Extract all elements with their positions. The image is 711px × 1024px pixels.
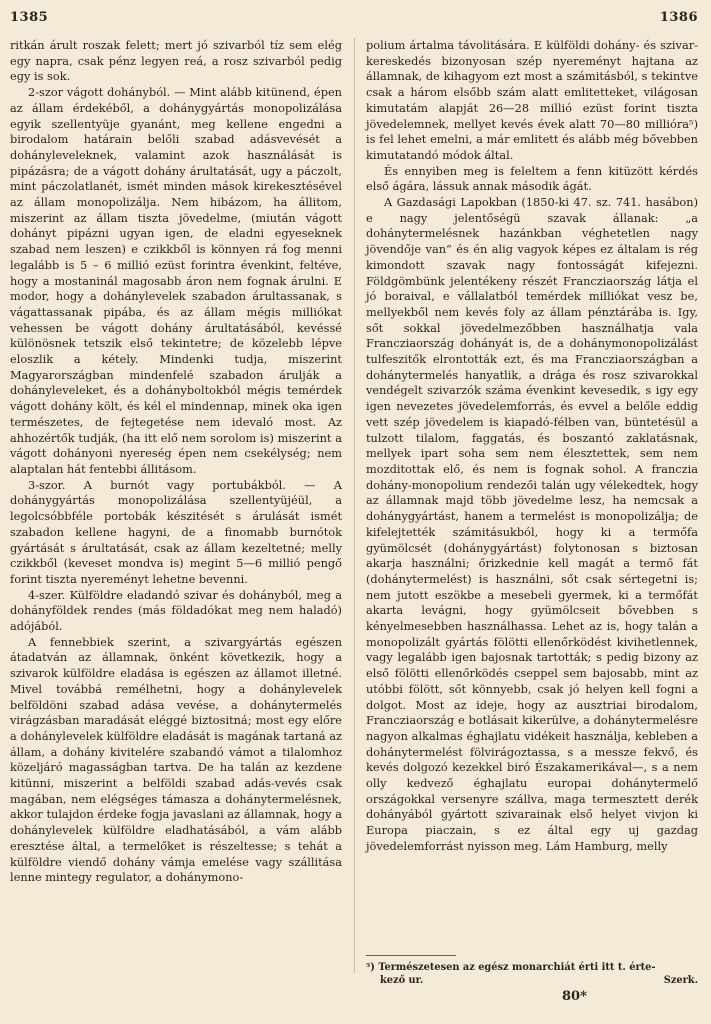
printer-signature-mark: 80* <box>562 989 587 1004</box>
page-number-right: 1386 <box>659 10 698 25</box>
left-column <box>10 38 342 886</box>
paragraph: A Gazdasági Lapokban (1850-ki 47. sz. 741. hasábon) e nagy jelentőségü szavak állanak: „a dohánytermelésnek hazánkban véghetetlen nagy jövendője van“ és én alig vagyok képes ez általam is rég kimondott szavak nagy fontosságát kifejezni. Földgömbünk jelentékeny részét Francziaország látja el jó boraival, e vállalatból temérdek milliókat vesz be, mellyekből nem kevés foly az állam pénztárába is. Igy, sőt sokkal jövedelmezőbben használhatja vala Francziaország dohányát is, de a dohánymonopolizálást tulfeszitők elrontották ezt, és ma Francziaországban a dohánytermelés hanyatlik, a drága és rosz szivarokkal vendégelt szivarzók száma évenkint kevesedik, s igy egy igen nevezetes jövedelemforrás, és evvel a belőle eddig vett szép jövedelem is kiapadó-félben van, büntetésül a tulzott tilalom, faggatás, és boszantó zaklatásnak, mellyek ipart soha sem nem élesztettek, sem nem mozditottak elő, és nem is fognak sohol. A franczia dohány-monopolium rendezői talán ugy vélekedtek, hogy az államnak majd több jövedelme lesz, ha nemcsak a dohánygyártást, hanem a termelést is monopolizálja; de kifelejtették számitásukból, hogy ki a termőfa gyümölcsét (dohánygyártást) folytonosan s biztosan akarja használni; őrizkednie kell magát a termő fát (dohánytermelést) is használni, sőt csak sértegetni is; nem jutott eszökbe a mesebeli gyermek, ki a termőfát akarta levágni, hogy gyümölcseit bővebben s kényelmesebben használhassa. Lehet az is, hogy talán a monopolizált gyártás fölötti ellenőrködést kivihetlennek, vagy legalább igen bajosnak tartották; s pedig bizony az első fölötti ellenőrködés cseppel sem bajosabb, mint az utóbbi fölött, sőt könnyebb, csak jó helyen kell fogni a dolgot. Most az ideje, hogy az ausztriai birodalom, Francziaország e botlásait kikerülve, a dohánytermelésre nagyon alkalmas éghajlatu vidékeit használja, kebleben a dohánytermelést fölvirágoztassa, s a messze fekvő, és kevés dolgozó kezekkel biró Északamerikával—, s a nem olly kedvező éghajlatu europai dohánytermelő országokkal versenyre szállva, maga termesztett derék dohányából gyártott szivarainak első helyet vivjon ki Europa piaczain, s ez által egy uj gazdag jövedelemforrást nyisson meg. Lám Hamburg, melly <box>366 195 698 853</box>
footnote-rule <box>366 955 456 956</box>
footnote-text-line1: Természetesen az egész monarchiát érti itt t. érte- <box>378 962 656 973</box>
footnote-signature: Szerk. <box>663 975 698 986</box>
footnote-text-line2: kező ur. <box>380 975 424 986</box>
paragraph: 2-szor vágott dohányból. — Mint alább kitünend, épen az állam érdekéből, a dohánygyártás monopolizálása egyik szellentyüje gyanánt, meg kellene engedni a birodalom határain belőli szabad adásvevését a dohányleveleknek, valamint azok használását is pipázásra; de a vágott dohány árultatását, ugy a páczolt, mint páczolatlanét, ismét minden mások kirekesztésével az állam monopolizálja. Nem hibázom, ha állitom, miszerint az állam tiszta jövedelme, (miután vágott dohányt pipázni ugyan igen, de eladni egyeseknek szabad nem leszen) e czikkből is könnyen rá fog menni legalább is 5 – 6 millió ezüst forintra évenkint, feltéve, hogy a mostaninál magosabb áron nem fognak árulni. E modor, hogy a dohánylevelek szabadon árultassanak, s vágattassanak pipába, és az állam mégis milliókat vehessen be vágott dohány árultatásából, kevéssé különösnek tetszik első tekintetre; de közelebb lépve eloszlik a kétely. Mindenki tudja, miszerint Magyarországban mindenfelé szabadon árulják a dohányleveleket, és a dohányboltokból mégis temérdek vágott dohány költ, és kél el mindennap, minek oka igen természetes, de fejtegetése nem idevaló most. Az ahhozértők tudják, (ha itt elő nem sorolom is) miszerint a vágott dohányoni nyereség épen nem csekélység; nem alaptalan hát fentebbi állitásom. <box>10 85 342 476</box>
paragraph: ritkán árult roszak felett; mert jó szivarból tíz sem elég egy napra, csak pénz legyen reá, a rosz szivarból pedig egy is sok. <box>10 38 342 84</box>
paragraph: 4-szer. Külföldre eladandó szivar és dohányból, meg a dohányföldek rendes (más földadókat meg nem haladó) adójából. <box>10 587 342 634</box>
footnote-marker: ⁵) <box>366 962 375 973</box>
paragraph: polium ártalma távolitására. E külföldi dohány- és szivar-kereskedés bizonyosan szép nyereményt hajtana az államnak, de kihagyom ezt most a számitásból, s tekintve csak a három elsőbb szám alatt emlitetteket, világosan kimutatám alapját 26—28 millió ezüst forint tiszta jövedelemnek, mellyet kevés évek alatt 70—80 millióra⁵) is fel lehet emelni, a már emlitett és alább még bővebben kimutatandó módok által. <box>366 38 698 162</box>
column-divider <box>354 38 355 973</box>
right-column <box>366 38 698 855</box>
footnote <box>366 961 698 987</box>
paragraph: 3-szor. A burnót vagy portubákból. — A dohánygyártás monopolizálása szellentyüjéül, a legolcsóbbféle portobák készitését s árulását ismét szabadon kellene hagyni, de a finomabb burnótok gyártását s árultatását, csak az állam kezeltetné; melly czikkből (keveset mondva is) megint 5—6 millió pengő forint tiszta nyereményt lehetne bevenni. <box>10 477 342 586</box>
paragraph: És ennyiben meg is feleltem a fenn kitüzött kérdés első ágára, lássuk annak második ágát. <box>366 163 698 194</box>
page-number-left: 1385 <box>10 10 49 25</box>
paragraph: A fennebbiek szerint, a szivargyártás egészen átadatván az államnak, önként következik, hogy a szivarok külföldre eladása is egészen az államot illetné. Mivel továbbá remélhetni, hogy a dohánylevelek belföldöni szabad adása vevése, a dohánytermelés virágzásban maradását eléggé biztositná; most egy előre a dohánylevelek külföldre eladását is magának tartaná az állam, a dohány kivitelére szabandó vámot a tilalomhoz közeljáró magasságban tartva. De ha talán az kezdene kitünni, miszerint a belföldi szabad adás-vevés csak magában, nem elégséges támasza a dohánytermelésnek, akkor tulajdon érdeke fogja javaslani az államnak, hogy a dohánylevelek külföldre eladhatásából, a vám alább eresztése által, a termelőket is részeltesse; s tehát a külföldre viendő dohány vámja emelése vagy szállitása lenne mintegy regulator, a dohánymono- <box>10 634 342 885</box>
